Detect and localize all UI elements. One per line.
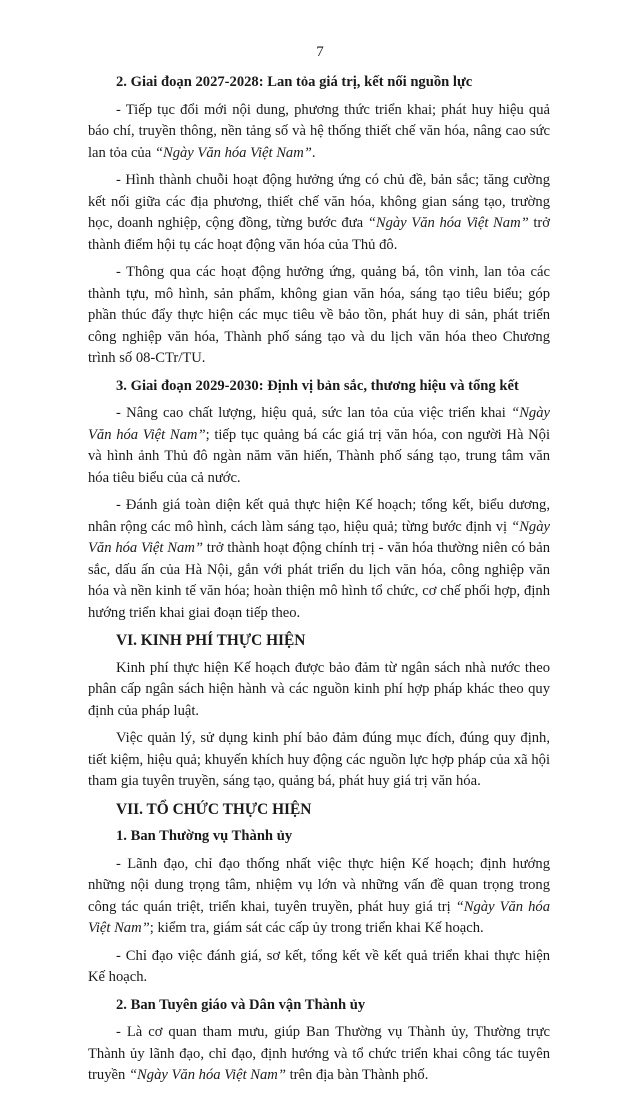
paragraph-phase2-item2: [88, 170, 550, 256]
heading-section-vi-funding: VI. KINH PHÍ THỰC HIỆN: [116, 632, 306, 649]
text-run: - Thông qua các hoạt động hưởng ứng, quảng bá, tôn vinh, lan tỏa các thành tựu, mô hình, sản phẩm, không gian văn hóa, sáng tạo tiêu biểu; góp phần thúc đẩy thực hiện các mục tiêu về bảo tồn, phát huy di sản, phát triển công nghiệp văn hóa, Thành phố sáng tạo và du lịch văn hóa theo Chương trình số 08-CTr/TU.: [88, 264, 550, 366]
heading-propaganda-board: 2. Ban Tuyên giáo và Dân vận Thành ủy: [116, 996, 366, 1013]
text-run: - Hình thành chuỗi hoạt động hưởng ứng có chủ đề, bản sắc; tăng cường kết nối giữa các địa phương, thiết chế văn hóa, không gian sáng tạo, trường học, doanh nghiệp, cộng đồng, từng bước đưa: [88, 172, 550, 231]
text-run: Kinh phí thực hiện Kế hoạch được bảo đảm từ ngân sách nhà nước theo phân cấp ngân sách hiện hành và các nguồn kinh phí hợp pháp khác theo quy định của pháp luật.: [88, 659, 550, 719]
emphasized-text: “Ngày Văn hóa Việt Nam”: [154, 144, 312, 161]
emphasized-text: “Ngày Văn hóa Việt Nam”: [88, 405, 550, 443]
text-run: - Đánh giá toàn diện kết quả thực hiện Kế hoạch; tổng kết, biểu dương, nhân rộng các mô hình, cách làm sáng tạo, hiệu quả; từng bước định vị: [88, 497, 550, 535]
emphasized-text: “Ngày Văn hóa Việt Nam”: [367, 215, 529, 231]
emphasized-text: “Ngày Văn hóa Việt Nam”: [128, 1067, 286, 1083]
paragraph-propaganda-item1: [88, 1022, 550, 1087]
text-run: - Là cơ quan tham mưu, giúp Ban Thường vụ Thành ủy, Thường trực Thành ủy lãnh đạo, chỉ đạo, định hướng và tổ chức triển khai công tác tuyên truyền: [88, 1024, 550, 1083]
paragraph-funding-1: [88, 658, 550, 723]
heading-phase-2029-2030: 3. Giai đoạn 2029-2030: Định vị bản sắc, thương hiệu và tổng kết: [116, 377, 519, 394]
text-run: ; tiếp tục quảng bá các giá trị văn hóa, con người Hà Nội và hình ảnh Thủ đô ngàn năm văn hiến, Thành phố sáng tạo, trung tâm văn hóa tiêu biểu của cả nước.: [88, 426, 550, 486]
heading-phase-2027-2028: 2. Giai đoạn 2027-2028: Lan tỏa giá trị, kết nối nguồn lực: [116, 74, 473, 90]
text-run: trở thành điểm hội tụ các hoạt động văn hóa của Thủ đô.: [88, 215, 550, 253]
text-run: - Nâng cao chất lượng, hiệu quả, sức lan tỏa của việc triển khai: [116, 405, 512, 421]
text-run: trên địa bàn Thành phố.: [285, 1067, 429, 1083]
paragraph-phase2-item3: [88, 262, 550, 370]
text-run: - Lãnh đạo, chỉ đạo thống nhất việc thực hiện Kế hoạch; định hướng những nội dung trọng tâm, nhiệm vụ lớn và những vấn đề quan trọng trong công tác quán triệt, triển khai, tuyên truyền, phát huy giá trị: [88, 855, 550, 915]
emphasized-text: “Ngày Văn hóa Việt Nam”: [88, 518, 550, 556]
emphasized-text: “Ngày Văn hóa Việt Nam”: [88, 898, 550, 936]
document-body: [88, 72, 550, 1093]
text-run: Việc quản lý, sử dụng kinh phí bảo đảm đúng mục đích, đúng quy định, tiết kiệm, hiệu quả; khuyến khích huy động các nguồn lực hợp pháp của xã hội tham gia tuyên truyền, sáng tạo, quảng bá, phát huy giá trị văn hóa.: [88, 730, 550, 789]
heading-section-vii-organization: VII. TỔ CHỨC THỰC HIỆN: [116, 800, 312, 818]
paragraph-phase2-item1: [88, 100, 550, 165]
paragraph-phase3-item2: [88, 495, 550, 624]
paragraph-funding-2: [88, 728, 550, 793]
paragraph-standing-item1: [88, 854, 550, 940]
text-run: .: [311, 144, 316, 161]
paragraph-standing-item2: [88, 946, 550, 989]
heading-standing-committee: 1. Ban Thường vụ Thành ủy: [116, 828, 293, 844]
text-run: trở thành hoạt động chính trị - văn hóa thường niên có bản sắc, dấu ấn của Hà Nội, gắn với phát triển du lịch văn hóa, công nghiệp văn hóa và nền kinh tế văn hóa; hoàn thiện mô hình tổ chức, cơ chế phối hợp, định hướng triển khai giai đoạn tiếp theo.: [88, 540, 550, 621]
text-run: - Chỉ đạo việc đánh giá, sơ kết, tổng kết về kết quả triển khai thực hiện Kế hoạch.: [88, 947, 550, 985]
text-run: ; kiểm tra, giám sát các cấp ủy trong triển khai Kế hoạch.: [149, 920, 484, 936]
text-run: - Tiếp tục đổi mới nội dung, phương thức triển khai; phát huy hiệu quả báo chí, truyền thông, nền tảng số và hệ thống thiết chế văn hóa, nâng cao sức lan tỏa của: [88, 101, 550, 161]
paragraph-phase3-item1: [88, 403, 550, 489]
page-number: 7: [316, 44, 324, 60]
